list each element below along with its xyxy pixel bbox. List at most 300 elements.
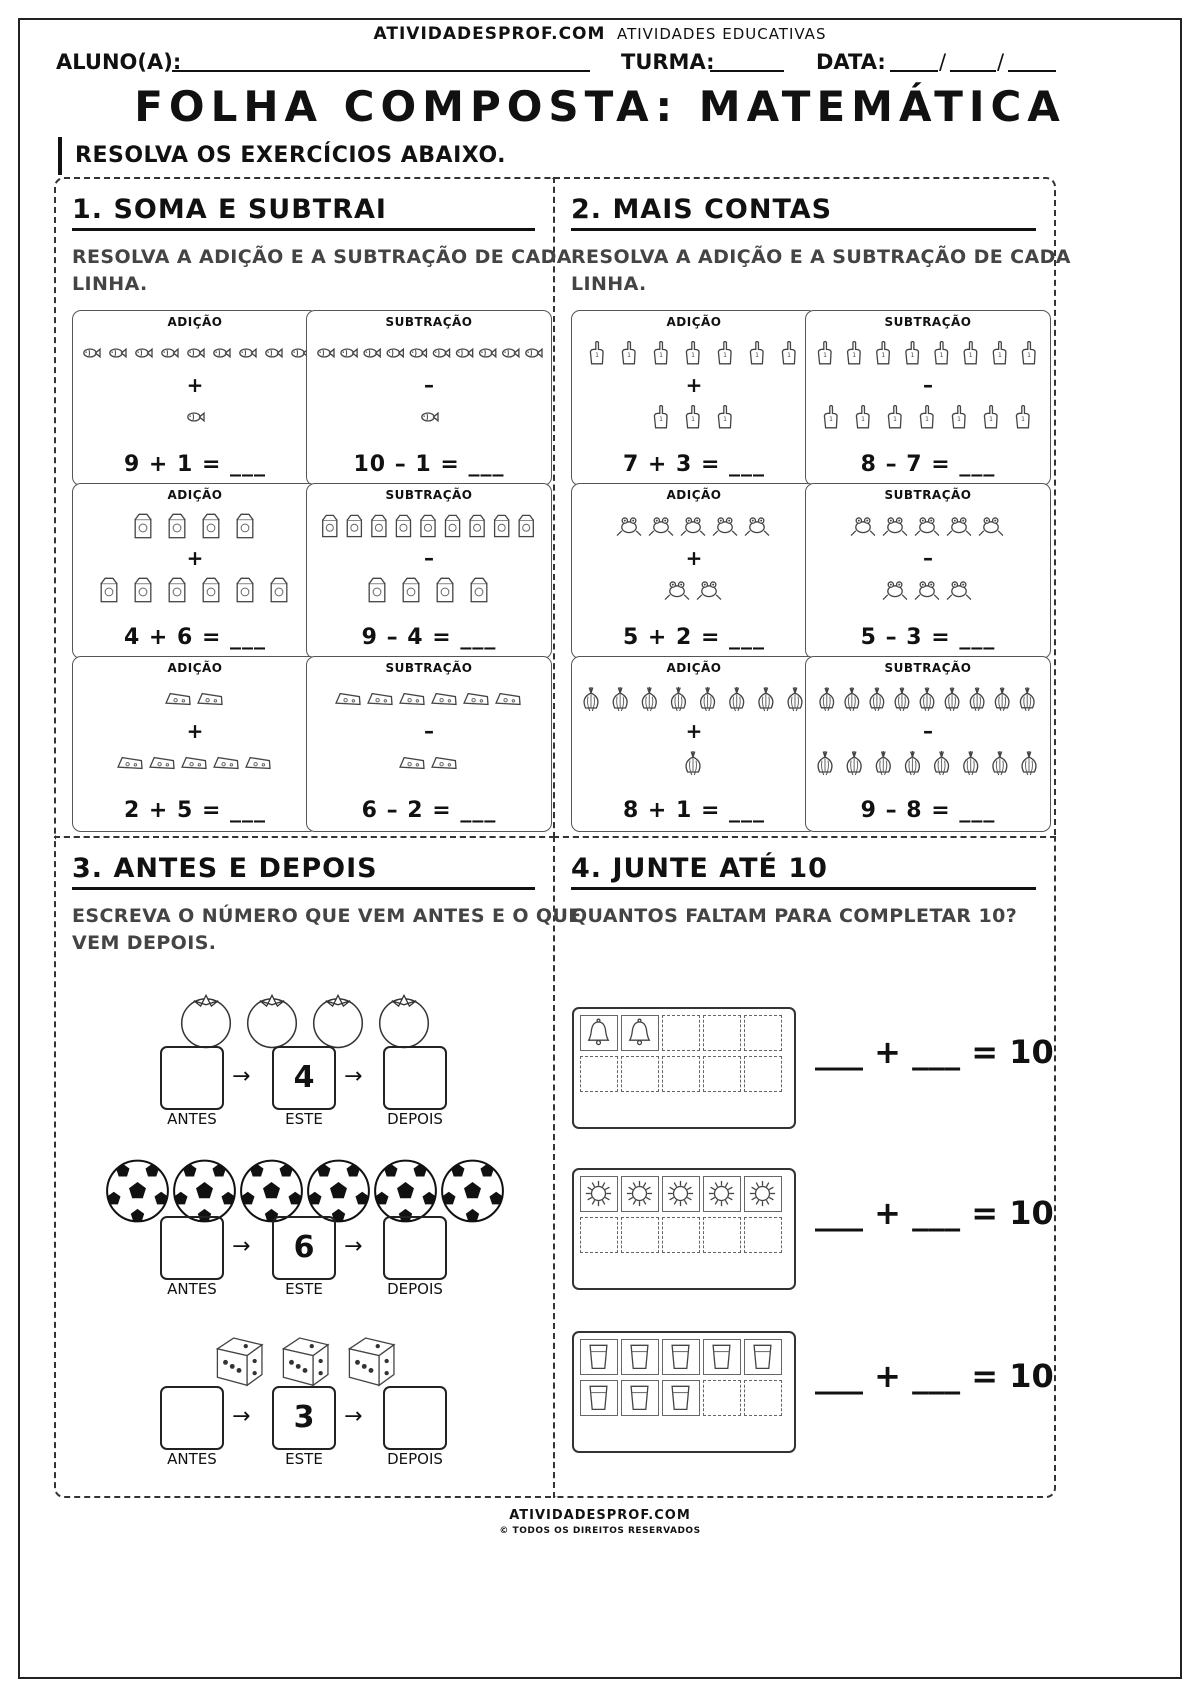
fish-icon [387,349,403,357]
card-equation[interactable]: 7 + 3 = ___ [622,452,766,477]
card-operator: + [685,719,703,743]
before-box[interactable] [160,1216,224,1280]
site-header [0,24,1200,44]
card-equation[interactable]: 5 – 3 = ___ [860,625,996,650]
card-label: SUBTRAÇÃO [385,488,473,502]
milk-carton-icon [470,515,484,536]
date-separator: / [939,50,947,74]
complete-ten-equation[interactable]: ___ + ___ = 10 [815,1194,1054,1232]
foam-finger-icon [718,342,731,364]
current-number-box: 3 [272,1386,336,1450]
ten-frame [572,1168,796,1290]
foam-finger-icon [654,406,667,428]
svg-text:1: 1 [723,416,727,424]
milk-carton-icon [101,578,117,601]
after-label: DEPOIS [387,1110,443,1128]
foam-finger-icon [848,342,861,364]
milk-carton-icon [169,514,185,537]
svg-text:1: 1 [723,352,727,360]
foam-finger-icon [888,406,901,428]
section-3-desc-line2: VEM DEPOIS. [72,932,217,954]
section-2-desc-line2: LINHA. [571,273,647,295]
milk-carton-icon [403,578,419,601]
cheese-icon [432,758,456,769]
ten-frame-cell [744,1380,782,1416]
card-operator: – [424,373,434,397]
section-2-rule [571,228,1036,231]
exercise-card [72,656,318,832]
onion-icon [686,751,700,775]
svg-text:1: 1 [1021,416,1025,424]
card-label: ADIÇÃO [666,488,722,502]
site-name: ATIVIDADESPROF.COM [373,24,606,44]
foam-finger-icon [952,406,965,428]
onion-icon [1020,687,1034,711]
cheese-icon [336,694,360,705]
ten-frame-cell [580,1217,618,1253]
exercise-card [72,483,318,659]
foam-finger-icon [622,342,635,364]
sun-icon [627,1181,652,1206]
frog-icon [665,582,689,600]
arrow-icon: → [344,1064,363,1089]
glass-icon [590,1386,607,1409]
ten-frame-cell [662,1380,700,1416]
svg-text:1: 1 [823,352,827,360]
svg-text:1: 1 [997,352,1002,360]
exercise-card [306,483,552,659]
card-equation[interactable]: 4 + 6 = ___ [123,625,267,650]
fish-icon [456,349,472,357]
footer-site: ATIVIDADESPROF.COM [509,1508,691,1523]
arrow-icon: → [232,1064,251,1089]
frog-icon [851,518,875,536]
ten-frame-cell [662,1056,700,1092]
after-label: DEPOIS [387,1450,443,1468]
onion-icon [964,751,978,775]
milk-carton-icon [135,514,151,537]
card-equation[interactable]: 9 – 4 = ___ [361,625,497,650]
foam-finger-icon [1016,406,1029,428]
svg-text:1: 1 [829,416,833,424]
ten-frame-cell [662,1176,700,1212]
before-label: ANTES [167,1280,217,1298]
ten-frame-cell [662,1015,700,1051]
ten-frame-cell [662,1339,700,1375]
ten-frame [572,1331,796,1453]
milk-carton-icon [347,515,361,536]
cheese-icon [496,694,520,705]
onion-icon [905,751,919,775]
onion-icon [993,751,1007,775]
card-operator: + [685,373,703,397]
milk-carton-icon [237,578,253,601]
section-2-description [571,244,1071,298]
card-label: SUBTRAÇÃO [385,315,473,329]
date-month-field[interactable] [950,70,996,72]
svg-text:1: 1 [1027,352,1031,360]
arrow-icon: → [344,1404,363,1429]
foam-finger-icon [877,342,890,364]
frog-icon [915,518,939,536]
frog-icon [883,582,907,600]
class-label: TURMA: [621,50,715,74]
foam-finger-icon [686,342,699,364]
card-operator: – [923,373,933,397]
card-equation[interactable]: 5 + 2 = ___ [622,625,766,650]
milk-carton-icon [372,515,386,536]
ten-frame-cell [580,1380,618,1416]
card-equation[interactable]: 9 – 8 = ___ [860,798,996,823]
milk-carton-icon [237,514,253,537]
onion-icon [935,751,949,775]
page-title: FOLHA COMPOSTA: MATEMÁTICA [134,82,1066,131]
class-field[interactable] [710,70,784,72]
onion-icon [895,687,909,711]
section-2-title: 2. MAIS CONTAS [571,194,833,225]
glass-icon [713,1345,730,1368]
frog-icon [617,518,641,536]
ten-frame-cell [703,1176,741,1212]
milk-carton-icon [203,578,219,601]
card-equation[interactable]: 2 + 5 = ___ [123,798,267,823]
current-number-box: 4 [272,1046,336,1110]
milk-carton-icon [519,515,533,536]
glass-icon [672,1345,689,1368]
foam-finger-icon [920,406,933,428]
onion-icon [1022,751,1036,775]
ten-frame-cell [580,1339,618,1375]
milk-carton-icon [169,578,185,601]
instruction-bar [58,137,62,175]
exercise-card [306,656,552,832]
fish-icon [364,349,380,357]
cheese-icon [214,758,238,769]
section-1-rule [72,228,535,231]
onion-icon [870,687,884,711]
foam-finger-icon [686,406,699,428]
svg-text:1: 1 [755,352,759,360]
exercise-card [805,310,1051,486]
card-operator: – [424,719,434,743]
this-label: ESTE [285,1280,323,1298]
fish-icon [240,349,256,357]
frog-icon [649,518,673,536]
card-label: ADIÇÃO [167,661,223,675]
milk-carton-icon [471,578,487,601]
ten-frame-cell [621,1015,659,1051]
soccer-ball-icon [442,1161,503,1222]
student-name-field[interactable] [172,70,590,72]
fish-icon [214,349,230,357]
foam-finger-icon [750,342,763,364]
cheese-icon [198,694,222,705]
fish-icon [110,349,126,357]
svg-text:1: 1 [968,352,973,360]
svg-text:1: 1 [939,352,944,360]
after-box[interactable] [383,1386,447,1450]
after-box[interactable] [383,1046,447,1110]
onion-icon [613,687,627,711]
fish-icon [526,349,542,357]
section-4-description: QUANTOS FALTAM PARA COMPLETAR 10? [571,905,1018,927]
complete-ten-equation[interactable]: ___ + ___ = 10 [815,1033,1054,1071]
ten-frame-cell [744,1015,782,1051]
ten-frame-cell [744,1217,782,1253]
svg-text:1: 1 [881,352,886,360]
bell-icon [589,1019,609,1044]
foam-finger-icon [964,342,977,364]
foam-finger-icon [782,342,795,364]
before-label: ANTES [167,1110,217,1128]
exercise-card [571,310,817,486]
card-equation[interactable]: 8 + 1 = ___ [622,798,766,823]
cheese-icon [166,694,190,705]
section-1-title: 1. SOMA E SUBTRAI [72,194,387,225]
svg-text:1: 1 [691,352,695,360]
exercise-card [72,310,318,486]
section-2-desc-line1: RESOLVA A ADIÇÃO E A SUBTRAÇÃO DE CADA [571,246,1071,268]
svg-text:1: 1 [595,352,599,360]
milk-carton-icon [445,515,459,536]
section-4-title: 4. JUNTE ATÉ 10 [571,853,828,884]
ten-frame-cell [703,1056,741,1092]
cheese-icon [182,758,206,769]
before-box[interactable] [160,1386,224,1450]
card-equation[interactable]: 9 + 1 = ___ [123,452,267,477]
section-4-rule [571,887,1036,890]
foam-finger-icon [654,342,667,364]
onion-icon [671,687,685,711]
foam-finger-icon [818,342,831,364]
onion-icon [970,687,984,711]
svg-text:1: 1 [989,416,993,424]
card-label: SUBTRAÇÃO [385,661,473,675]
exercise-card [805,656,1051,832]
card-label: SUBTRAÇÃO [884,488,972,502]
soccer-ball-icon [241,1161,302,1222]
svg-text:1: 1 [893,416,897,424]
section-3-desc-line1: ESCREVA O NÚMERO QUE VEM ANTES E O QUE [72,905,582,927]
die-icon [283,1338,328,1385]
ten-frame-cell [580,1176,618,1212]
foam-finger-icon [856,406,869,428]
card-operator: + [186,719,204,743]
sun-icon [668,1181,693,1206]
soccer-ball-icon [308,1161,369,1222]
card-equation[interactable]: 10 – 1 = ___ [353,452,505,477]
ten-frame-cell [580,1015,618,1051]
date-year-field[interactable] [1008,70,1056,72]
fish-icon [188,349,204,357]
onion-icon [584,687,598,711]
fish-icon [480,349,496,357]
exercise-card [306,310,552,486]
tomato-icon [182,995,231,1047]
tomato-icon [314,995,363,1047]
soccer-ball-icon [174,1161,235,1222]
milk-carton-icon [396,515,410,536]
onion-icon [847,751,861,775]
glass-icon [631,1345,648,1368]
sun-icon [586,1181,611,1206]
bell-icon [630,1019,650,1044]
ten-frame-cell [662,1217,700,1253]
ten-frame-cell [621,1380,659,1416]
frog-icon [883,518,907,536]
onion-icon [788,687,802,711]
cheese-icon [400,758,424,769]
foam-finger-icon [1022,342,1035,364]
svg-text:1: 1 [925,416,929,424]
die-icon [217,1338,262,1385]
die-icon [349,1338,394,1385]
instruction-text: RESOLVA OS EXERCÍCIOS ABAIXO. [75,143,507,168]
cheese-icon [118,758,142,769]
foam-finger-icon [906,342,919,364]
onion-icon [945,687,959,711]
onion-icon [995,687,1009,711]
svg-text:1: 1 [659,416,663,424]
card-label: SUBTRAÇÃO [884,661,972,675]
foam-finger-icon [993,342,1006,364]
footer-rights: © TODOS OS DIREITOS RESERVADOS [499,1526,701,1536]
foam-finger-icon [590,342,603,364]
fish-icon [422,413,438,421]
milk-carton-icon [323,515,337,536]
date-day-field[interactable] [890,70,938,72]
fish-icon [410,349,426,357]
frog-icon [947,582,971,600]
frog-icon [681,518,705,536]
card-operator: + [186,373,204,397]
svg-text:1: 1 [787,352,791,360]
after-label: DEPOIS [387,1280,443,1298]
ten-frame-cell [703,1339,741,1375]
fish-icon [433,349,449,357]
arrow-icon: → [232,1234,251,1259]
cheese-icon [246,758,270,769]
card-equation[interactable]: 8 – 7 = ___ [860,452,996,477]
glass-icon [631,1386,648,1409]
card-equation[interactable]: 6 – 2 = ___ [361,798,497,823]
section-1-description [72,244,572,298]
svg-text:1: 1 [910,352,915,360]
student-label: ALUNO(A): [56,50,182,74]
onion-icon [730,687,744,711]
svg-text:1: 1 [957,416,961,424]
frog-icon [915,582,939,600]
ten-frame [572,1007,796,1129]
ten-frame-cell [621,1176,659,1212]
date-label: DATA: [816,50,886,74]
frog-icon [745,518,769,536]
before-box[interactable] [160,1046,224,1110]
card-label: ADIÇÃO [167,488,223,502]
cheese-icon [464,694,488,705]
ten-frame-cell [703,1380,741,1416]
onion-icon [642,687,656,711]
exercise-card [805,483,1051,659]
card-operator: – [923,719,933,743]
onion-icon [820,687,834,711]
foam-finger-icon [824,406,837,428]
frog-icon [697,582,721,600]
frog-icon [947,518,971,536]
soccer-ball-icon [107,1161,168,1222]
svg-text:1: 1 [627,352,631,360]
cheese-icon [150,758,174,769]
milk-carton-icon [271,578,287,601]
this-label: ESTE [285,1450,323,1468]
ten-frame-cell [580,1056,618,1092]
ten-frame-cell [744,1339,782,1375]
card-operator: – [923,546,933,570]
svg-text:1: 1 [852,352,857,360]
onion-icon [701,687,715,711]
milk-carton-icon [495,515,509,536]
milk-carton-icon [421,515,435,536]
current-number-box: 6 [272,1216,336,1280]
onion-icon [818,751,832,775]
fish-icon [136,349,152,357]
foam-finger-icon [718,406,731,428]
glass-icon [590,1345,607,1368]
foam-finger-icon [984,406,997,428]
svg-text:1: 1 [659,352,663,360]
section-1-desc-line2: LINHA. [72,273,148,295]
card-label: ADIÇÃO [167,315,223,329]
fish-icon [266,349,282,357]
ten-frame-cell [621,1339,659,1375]
onion-icon [920,687,934,711]
cheese-icon [400,694,424,705]
ten-frame-cell [621,1056,659,1092]
onion-icon [845,687,859,711]
onion-icon [759,687,773,711]
ten-frame-cell [703,1015,741,1051]
date-separator: / [997,50,1005,74]
section-3-description [72,903,582,957]
glass-icon [672,1386,689,1409]
complete-ten-equation[interactable]: ___ + ___ = 10 [815,1357,1054,1395]
exercise-card [571,483,817,659]
svg-text:1: 1 [691,416,695,424]
card-label: SUBTRAÇÃO [884,315,972,329]
before-label: ANTES [167,1450,217,1468]
fish-icon [162,349,178,357]
glass-icon [754,1345,771,1368]
arrow-icon: → [232,1404,251,1429]
this-label: ESTE [285,1110,323,1128]
tomato-icon [248,995,297,1047]
milk-carton-icon [437,578,453,601]
after-box[interactable] [383,1216,447,1280]
foam-finger-icon [935,342,948,364]
section-1-desc-line1: RESOLVA A ADIÇÃO E A SUBTRAÇÃO DE CADA [72,246,572,268]
cheese-icon [368,694,392,705]
ten-frame-cell [744,1176,782,1212]
milk-carton-icon [369,578,385,601]
tomato-icon [380,995,429,1047]
svg-text:1: 1 [861,416,865,424]
card-operator: + [186,546,204,570]
sun-icon [750,1181,775,1206]
ten-frame-cell [744,1056,782,1092]
cheese-icon [432,694,456,705]
sun-icon [709,1181,734,1206]
ten-frame-cell [621,1217,659,1253]
